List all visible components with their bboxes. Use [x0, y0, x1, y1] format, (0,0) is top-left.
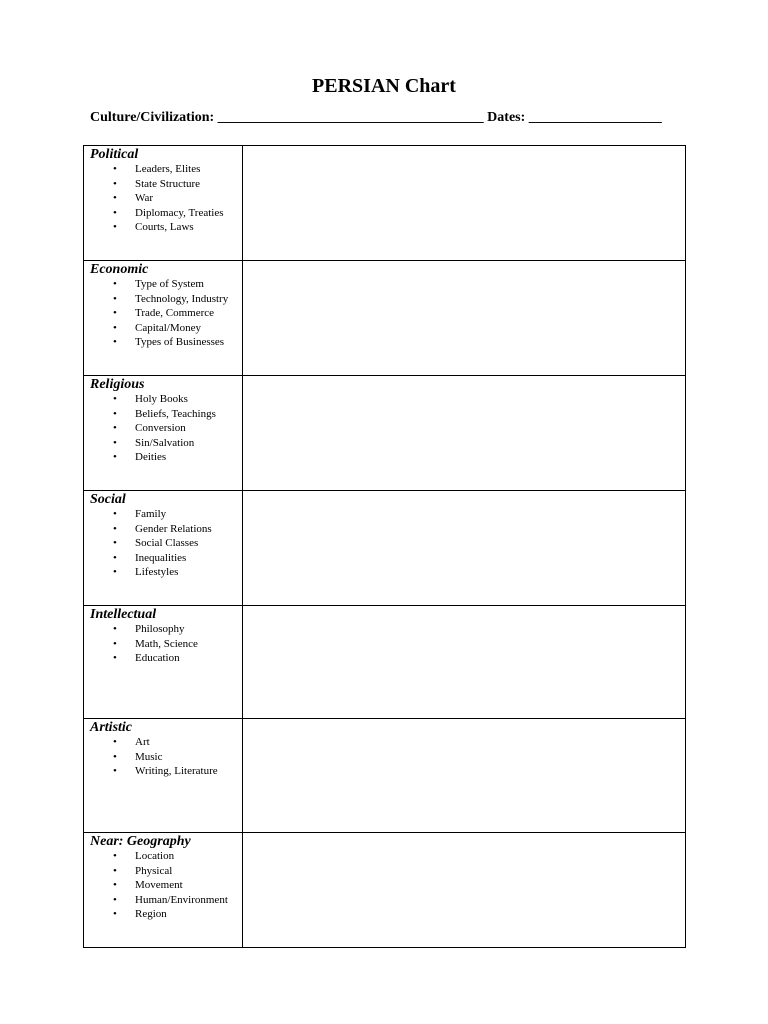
list-item: • Types of Businesses	[113, 336, 225, 348]
list-item: • Lifestyles	[113, 566, 179, 578]
bullet-icon: •	[113, 177, 117, 190]
bullet-icon: •	[113, 436, 117, 449]
category-cell-religious	[84, 376, 243, 490]
category-title-religious: Religious	[90, 377, 145, 392]
notes-cell-artistic[interactable]	[243, 719, 685, 832]
notes-cell-religious[interactable]	[243, 376, 685, 490]
category-title-near-geography: Near: Geography	[90, 834, 191, 849]
list-item: • Region	[113, 908, 167, 920]
category-title-artistic: Artistic	[90, 720, 133, 735]
list-item: • Location	[113, 850, 175, 862]
bullet-icon: •	[113, 393, 117, 405]
list-item: • Capital/Money	[113, 321, 201, 334]
list-item: • Trade, Commerce	[113, 307, 215, 319]
prompt-list-social	[90, 507, 242, 580]
list-item: • Technology, Industry	[113, 292, 229, 305]
bullet-icon: •	[113, 537, 117, 549]
notes-cell-political[interactable]	[243, 146, 685, 260]
bullet-icon: •	[113, 292, 117, 305]
list-item: • Human/Environment	[113, 893, 228, 906]
list-item: • Beliefs, Teachings	[113, 407, 216, 420]
prompt-list-near-geography	[90, 849, 242, 922]
bullet-icon: •	[113, 908, 117, 920]
list-item: • Philosophy	[113, 623, 185, 635]
bullet-icon: •	[113, 163, 117, 175]
persian-chart-table	[83, 145, 686, 948]
list-item: • Conversion	[113, 422, 186, 434]
category-title-intellectual: Intellectual	[90, 607, 157, 622]
notes-cell-economic[interactable]	[243, 261, 685, 375]
bullet-icon: •	[113, 864, 117, 877]
page-title: PERSIAN Chart	[312, 75, 456, 97]
list-item: • Art	[113, 736, 150, 748]
list-item: • Writing, Literature	[113, 765, 218, 777]
category-title-political: Political	[90, 147, 139, 162]
category-cell-intellectual	[84, 606, 243, 718]
bullet-icon: •	[113, 522, 117, 535]
bullet-icon: •	[113, 206, 117, 219]
prompt-list-economic	[90, 277, 242, 350]
prompt-list-artistic	[90, 735, 242, 779]
bullet-icon: •	[113, 893, 117, 906]
row-political	[84, 146, 685, 261]
list-item: • Sin/Salvation	[113, 436, 195, 449]
category-cell-political	[84, 146, 243, 260]
list-item: • Holy Books	[113, 393, 188, 405]
category-title-economic: Economic	[90, 262, 149, 277]
bullet-icon: •	[113, 623, 117, 635]
notes-cell-near-geography[interactable]	[243, 833, 685, 947]
list-item: • Type of System	[113, 278, 204, 290]
bullet-icon: •	[113, 508, 117, 520]
bullet-icon: •	[113, 750, 117, 763]
notes-cell-intellectual[interactable]	[243, 606, 685, 718]
list-item: • Music	[113, 750, 163, 763]
bullet-icon: •	[113, 637, 117, 650]
row-social	[84, 491, 685, 606]
prompt-list-political	[90, 162, 242, 235]
list-item: • Gender Relations	[113, 522, 212, 535]
category-cell-economic	[84, 261, 243, 375]
row-intellectual	[84, 606, 685, 719]
bullet-icon: •	[113, 221, 117, 233]
bullet-icon: •	[113, 566, 117, 578]
list-item: • Social Classes	[113, 537, 199, 549]
row-artistic	[84, 719, 685, 833]
category-cell-artistic	[84, 719, 243, 832]
list-item: • Math, Science	[113, 637, 198, 650]
list-item: • Movement	[113, 879, 183, 891]
list-item: • Physical	[113, 864, 173, 877]
bullet-icon: •	[113, 736, 117, 748]
bullet-icon: •	[113, 278, 117, 290]
bullet-icon: •	[113, 451, 117, 463]
list-item: • Leaders, Elites	[113, 163, 201, 175]
bullet-icon: •	[113, 321, 117, 334]
bullet-icon: •	[113, 551, 117, 564]
bullet-icon: •	[113, 336, 117, 348]
list-item: • Inequalities	[113, 551, 187, 564]
row-near-geography	[84, 833, 685, 947]
list-item: • Family	[113, 508, 167, 520]
bullet-icon: •	[113, 850, 117, 862]
bullet-icon: •	[113, 652, 117, 664]
prompt-list-intellectual	[90, 622, 242, 666]
bullet-icon: •	[113, 192, 117, 204]
culture-dates-line: Culture/Civilization: ______________________________________ Dates: ___________________	[90, 110, 662, 125]
list-item: • State Structure	[113, 177, 201, 190]
list-item: • Deities	[113, 451, 167, 463]
list-item: • Education	[113, 652, 180, 664]
bullet-icon: •	[113, 422, 117, 434]
bullet-icon: •	[113, 879, 117, 891]
list-item: • War	[113, 192, 154, 204]
category-title-social: Social	[90, 492, 126, 507]
row-religious	[84, 376, 685, 491]
bullet-icon: •	[113, 307, 117, 319]
category-cell-social	[84, 491, 243, 605]
row-economic	[84, 261, 685, 376]
list-item: • Diplomacy, Treaties	[113, 206, 224, 219]
bullet-icon: •	[113, 765, 117, 777]
bullet-icon: •	[113, 407, 117, 420]
category-cell-near-geography	[84, 833, 243, 947]
prompt-list-religious	[90, 392, 242, 465]
list-item: • Courts, Laws	[113, 221, 194, 233]
notes-cell-social[interactable]	[243, 491, 685, 605]
